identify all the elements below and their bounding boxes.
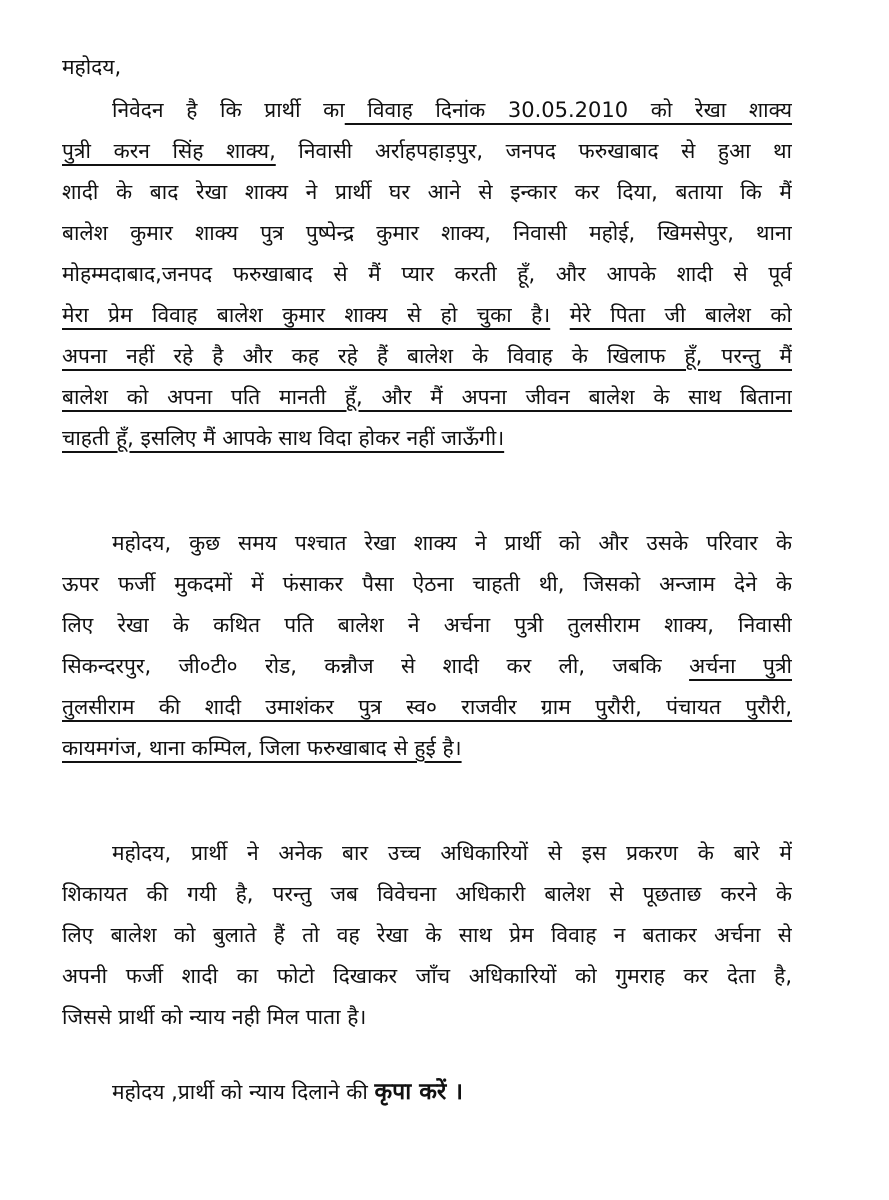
p3-line-4: अपनी फर्जी शादी का फोटो दिखाकर जाँच अधिकारियों को गुमराह कर देता है, — [62, 964, 792, 988]
p2-line-1: महोदय, कुछ समय पश्चात रेखा शाक्य ने प्रार्थी को और उसके परिवार के — [112, 531, 792, 555]
p2-line-4-underlined: अर्चना पुत्री — [689, 654, 792, 678]
p2-line-5 — [62, 692, 792, 722]
salutation: महोदय, — [62, 55, 122, 79]
p3-line-1: महोदय, प्रार्थी ने अनेक बार उच्च अधिकारियों से इस प्रकरण के बारे में — [112, 841, 792, 865]
p1-line-6-underlined-a: मेरा प्रेम विवाह बालेश कुमार शाक्य से हो चुका है। — [62, 303, 551, 327]
p2-line-5-underlined: तुलसीराम की शादी उमाशंकर पुत्र स्व० राजवीर ग्राम पुरौरी, पंचायत पुरौरी, — [62, 695, 792, 719]
p4-closing-line — [112, 1077, 792, 1107]
p1-line-4: बालेश कुमार शाक्य पुत्र पुष्पेन्द्र कुमार शाक्य, निवासी महोई, खिमसेपुर, थाना — [62, 221, 792, 245]
p3-line-3: लिए बालेश को बुलाते हैं तो वह रेखा के साथ प्रेम विवाह न बताकर अर्चना से — [62, 923, 792, 947]
p1-line-6-gap — [550, 303, 569, 327]
p4-full-stop: । — [446, 1079, 464, 1105]
p1-line-6-underlined-b: मेरे पिता जी बालेश को — [569, 303, 792, 327]
p1-line-3: शादी के बाद रेखा शाक्य ने प्रार्थी घर आने से इन्कार कर दिया, बताया कि मैं — [62, 180, 792, 204]
p2-line-2: ऊपर फर्जी मुकदमों में फंसाकर पैसा ऐठना चाहती थी, जिसको अन्जाम देने के — [62, 572, 792, 596]
p1-line-7 — [62, 341, 792, 371]
p2-line-3: लिए रेखा के कथित पति बालेश ने अर्चना पुत्री तुलसीराम शाक्य, निवासी — [62, 613, 792, 637]
p1-line-9 — [62, 423, 792, 453]
p1-line-9-underlined: चाहती हूँ, इसलिए मैं आपके साथ विदा होकर नहीं जाऊँगी। — [62, 426, 505, 450]
p1-line-2 — [62, 136, 792, 166]
p1-line-2-text: निवासी अर्राहपहाड़पुर, जनपद फरुखाबाद से हुआ था — [275, 139, 792, 163]
p3-line-5: जिससे प्रार्थी को न्याय नही मिल पाता है। — [62, 1005, 367, 1029]
p1-line-8-underlined: बालेश को अपना पति मानती हूँ, और मैं अपना जीवन बालेश के साथ बिताना — [62, 385, 792, 409]
p1-line-1 — [112, 95, 792, 125]
p1-line-7-underlined: अपना नहीं रहे है और कह रहे हैं बालेश के विवाह के खिलाफ हूँ, परन्तु मैं — [62, 344, 792, 368]
p2-line-6-underlined: कायमगंज, थाना कम्पिल, जिला फरुखाबाद से हुई है। — [62, 736, 462, 760]
p4-bold-request: कृपा करें — [374, 1079, 447, 1105]
p1-line-1-underlined: विवाह दिनांक 30.05.2010 को रेखा शाक्य — [344, 98, 792, 122]
p1-line-2-underlined: पुत्री करन सिंह शाक्य, — [62, 139, 276, 163]
p3-line-2: शिकायत की गयी है, परन्तु जब विवेचना अधिकारी बालेश से पूछताछ करने के — [62, 882, 792, 906]
p2-line-4 — [62, 651, 792, 681]
p4-text: महोदय ,प्रार्थी को न्याय दिलाने की — [112, 1080, 375, 1104]
p1-line-6 — [62, 300, 792, 330]
p1-line-1-text: निवेदन है कि प्रार्थी का — [112, 98, 345, 122]
p1-line-5: मोहम्मदाबाद,जनपद फरुखाबाद से मैं प्यार करती हूँ, और आपके शादी से पूर्व — [62, 262, 792, 286]
p1-line-8 — [62, 382, 792, 412]
p2-line-6 — [62, 733, 792, 763]
p2-line-4-text: सिकन्दरपुर, जी०टी० रोड, कन्नौज से शादी कर ली, जबकि — [62, 654, 690, 678]
